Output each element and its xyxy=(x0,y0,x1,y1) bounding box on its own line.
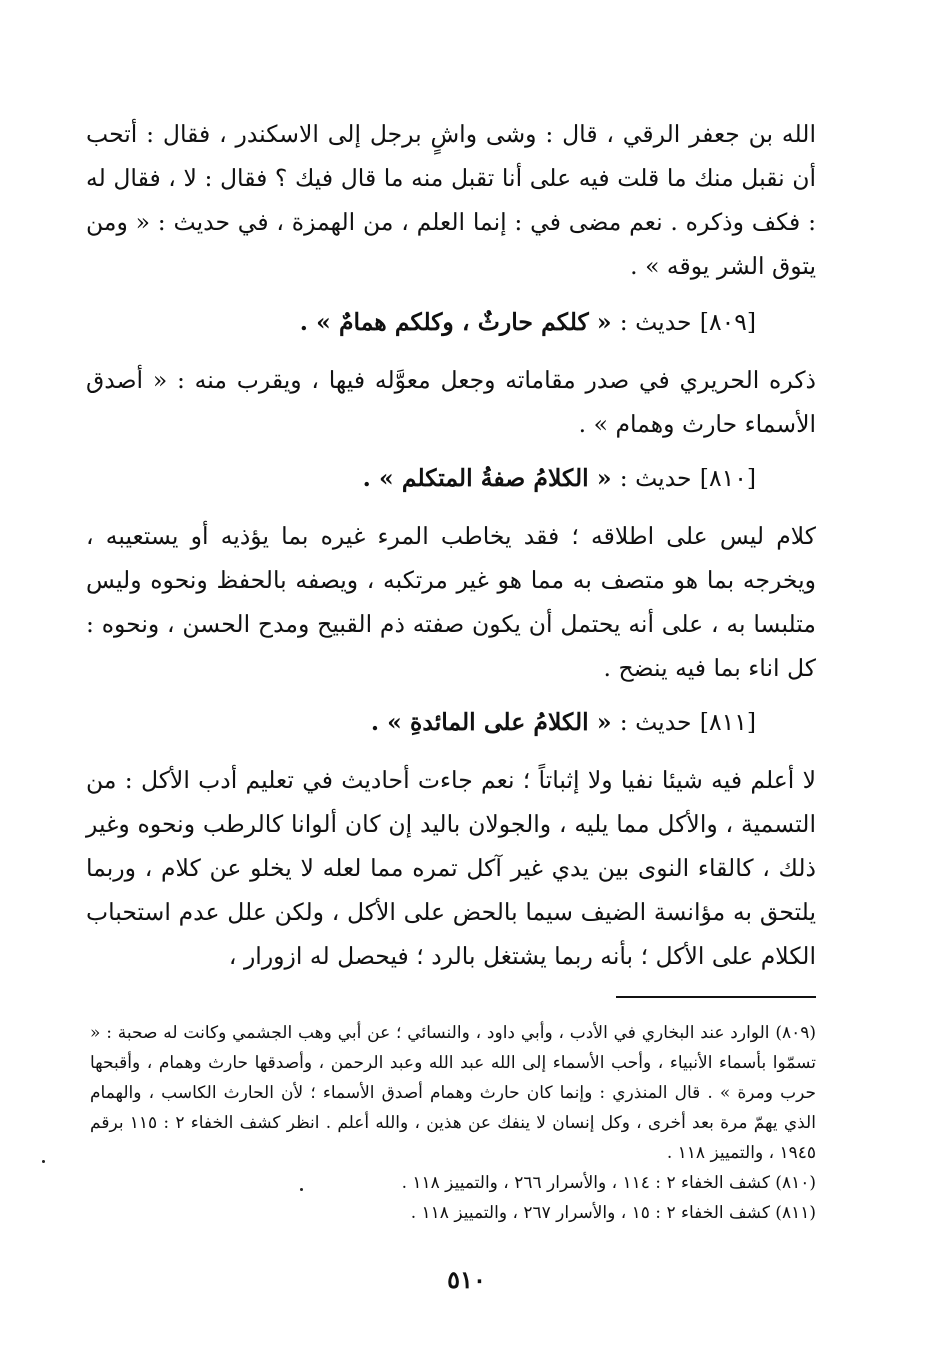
footnote-809: (٨٠٩) الوارد عند البخاري في الأدب ، وأبي داود ، والنسائي ؛ عن أبي وهب الجشمي وكانت له صحبة : « تسمّوا بأسماء الأنبياء ، وأحب الأسماء إلى الله عبد الله وعبد الرحمن ، وأصدقها حارث وهمام ، وأقبحها حرب ومرة » . قال المنذري : وإنما كان حارث وهمام أصدق الأسماء ؛ لأن الحارث الكاسب ، والهمام الذي يهمّ مرة بعد أخرى ، وكل إنسان لا ينفك عن هذين ، والله أعلم . انظر كشف الخفاء ٢ : ١١٥ برقم ١٩٤٥ ، والتمييز ١١٨ . xyxy=(90,1023,816,1163)
footnote-divider xyxy=(616,996,816,998)
hadith-label: حديث : xyxy=(619,464,692,492)
hadith-text: « الكلامُ صفةُ المتكلم » . xyxy=(362,464,612,492)
intro-paragraph: الله بن جعفر الرقي ، قال : وشى واشٍ برجل إلى الاسكندر ، فقال : أتحب أن نقبل منك ما قلت فيه على أنا تقبل منه ما قال فيك ؟ فقال : لا ، فقال له : فكف وذكره . نعم مضى في : إنما العلم ، من الهمزة ، في حديث : « ومن يتوق الشر يوقه » . xyxy=(86,120,816,280)
scan-speck xyxy=(300,1188,303,1191)
hadith-commentary: ذكره الحريري في صدر مقاماته وجعل معوَّله فيها ، ويقرب منه : « أصدق الأسماء حارث وهمام » . xyxy=(86,366,816,438)
footnote-810: (٨١٠) كشف الخفاء ٢ : ١١٤ ، والأسرار ٢٦٦ ، والتمييز ١١٨ . xyxy=(401,1173,816,1193)
hadith-number: [٨١٠] xyxy=(699,464,756,492)
hadith-number: [٨٠٩] xyxy=(699,308,756,336)
hadith-label: حديث : xyxy=(619,308,692,336)
hadith-label: حديث : xyxy=(619,708,692,736)
entry-811 xyxy=(86,700,816,978)
page-number: ٥١٠ xyxy=(447,1265,486,1294)
hadith-heading xyxy=(86,300,816,344)
hadith-text: « كلكم حارثٌ ، وكلكم همامٌ » . xyxy=(299,308,612,336)
footnotes xyxy=(90,1018,816,1228)
hadith-heading xyxy=(86,700,816,744)
entry-810 xyxy=(86,456,816,690)
hadith-number: [٨١١] xyxy=(699,708,756,736)
hadith-heading xyxy=(86,456,816,500)
hadith-text: « الكلامُ على المائدةِ » . xyxy=(370,708,612,736)
scan-speck xyxy=(42,1160,45,1163)
hadith-commentary: لا أعلم فيه شيئا نفيا ولا إثباتاً ؛ نعم جاءت أحاديث في تعليم أدب الأكل : من التسمية ، والأكل مما يليه ، والجولان باليد إن كان ألوانا كالرطب ونحوه وغير ذلك ، كالقاء النوى بين يدي غير آكل تمره مما لعله لا يخلو عن كلام ، وربما يلتحق به مؤانسة الضيف سيما بالحض على الأكل ، ولكن علل عدم استحباب الكلام على الأكل ؛ بأنه ربما يشتغل بالرد ؛ فيحصل له ازورار ، xyxy=(86,766,816,970)
main-text xyxy=(86,112,816,984)
entry-809 xyxy=(86,300,816,446)
footnote-811: (٨١١) كشف الخفاء ٢ : ١٥ ، والأسرار ٢٦٧ ، والتمييز ١١٨ . xyxy=(410,1203,816,1223)
hadith-commentary: كلام ليس على اطلاقه ؛ فقد يخاطب المرء غيره بما يؤذيه أو يستعيبه ، ويخرجه بما هو متصف به مما هو غير مرتكبه ، ويصفه بالحفظ ونحوه وليس متلبسا به ، على أنه يحتمل أن يكون صفته ذم القبيح ومدح الحسن ، ونحوه : كل اناء بما فيه ينضح . xyxy=(86,522,816,682)
